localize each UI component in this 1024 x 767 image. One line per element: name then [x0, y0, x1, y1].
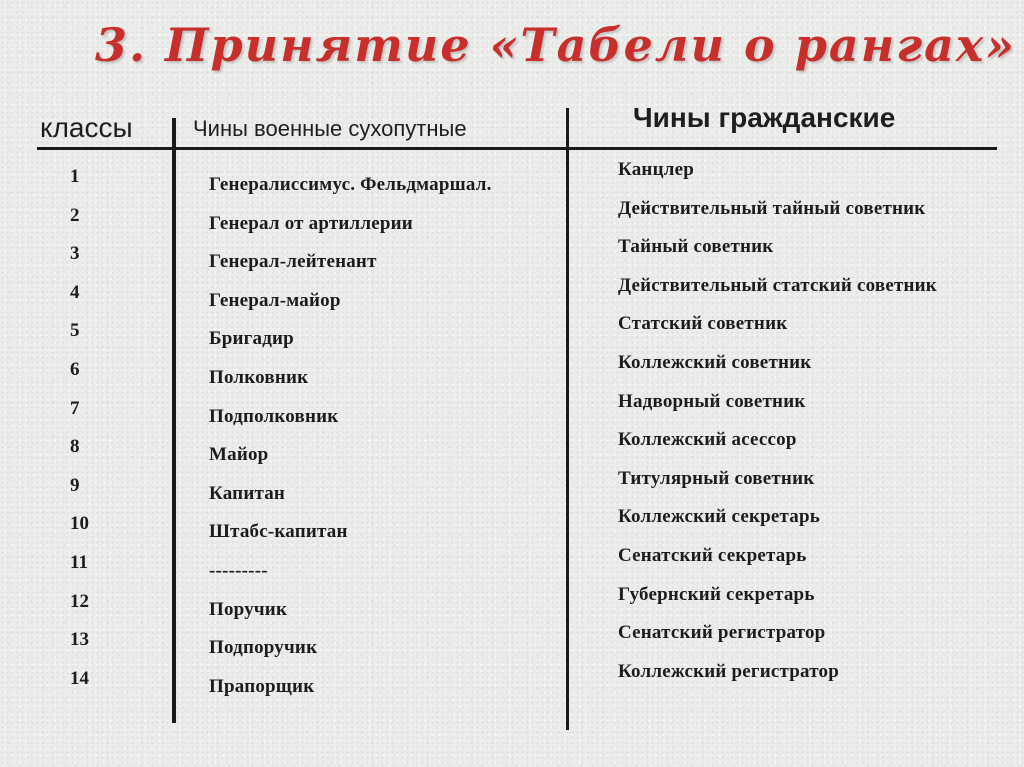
civil-rank: Действительный тайный советник	[618, 197, 926, 219]
class-number: 12	[70, 590, 89, 612]
military-rank: Генерал-лейтенант	[209, 251, 377, 273]
column-divider-left	[172, 118, 176, 723]
military-ranks-column	[209, 173, 492, 713]
civil-rank: Тайный советник	[618, 236, 774, 258]
military-rank: Поручик	[209, 598, 288, 620]
class-number: 11	[70, 551, 88, 573]
header-divider	[37, 147, 997, 150]
class-number: 5	[70, 320, 80, 342]
class-number: 14	[70, 667, 89, 689]
civil-ranks-column	[618, 158, 937, 698]
civil-rank: Надворный советник	[618, 390, 806, 412]
civil-rank: Коллежский регистратор	[618, 660, 839, 682]
class-number: 3	[70, 243, 80, 265]
civil-rank: Статский советник	[618, 313, 788, 335]
classes-column	[70, 165, 89, 705]
military-rank: Бригадир	[209, 328, 294, 350]
header-classes: классы	[40, 112, 133, 143]
header-civil-ranks: Чины гражданские	[633, 102, 896, 133]
header-military-ranks: Чины военные сухопутные	[193, 116, 467, 141]
military-rank: Подполковник	[209, 405, 339, 427]
class-number: 9	[70, 474, 80, 496]
class-number: 1	[70, 166, 80, 187]
civil-rank: Коллежский асессор	[618, 429, 797, 451]
class-number: 13	[70, 629, 89, 651]
class-number: 4	[70, 281, 80, 303]
civil-rank: Сенатский регистратор	[618, 622, 826, 644]
military-rank: ---------	[209, 559, 268, 581]
slide-title: 3. Принятие «Табели о рангах»	[95, 18, 1017, 72]
military-rank: Генералиссимус. Фельдмаршал.	[209, 174, 492, 195]
column-divider-right	[566, 108, 569, 730]
military-rank: Прапорщик	[209, 675, 315, 697]
class-number: 8	[70, 436, 80, 458]
military-rank: Капитан	[209, 482, 286, 504]
civil-rank: Канцлер	[618, 159, 694, 180]
class-number: 6	[70, 358, 80, 380]
military-rank: Подпоручик	[209, 637, 318, 659]
military-rank: Генерал-майор	[209, 289, 341, 311]
military-rank: Штабс-капитан	[209, 521, 348, 543]
civil-rank: Коллежский советник	[618, 351, 812, 373]
civil-rank: Губернский секретарь	[618, 583, 815, 605]
class-number: 10	[70, 513, 89, 535]
military-rank: Полковник	[209, 366, 309, 388]
class-number: 7	[70, 397, 80, 419]
military-rank: Генерал от артиллерии	[209, 212, 413, 234]
military-rank: Майор	[209, 444, 269, 466]
class-number: 2	[70, 204, 80, 226]
civil-rank: Коллежский секретарь	[618, 506, 821, 528]
civil-rank: Сенатский секретарь	[618, 544, 807, 566]
civil-rank: Действительный статский советник	[618, 274, 937, 296]
civil-rank: Титулярный советник	[618, 467, 815, 489]
